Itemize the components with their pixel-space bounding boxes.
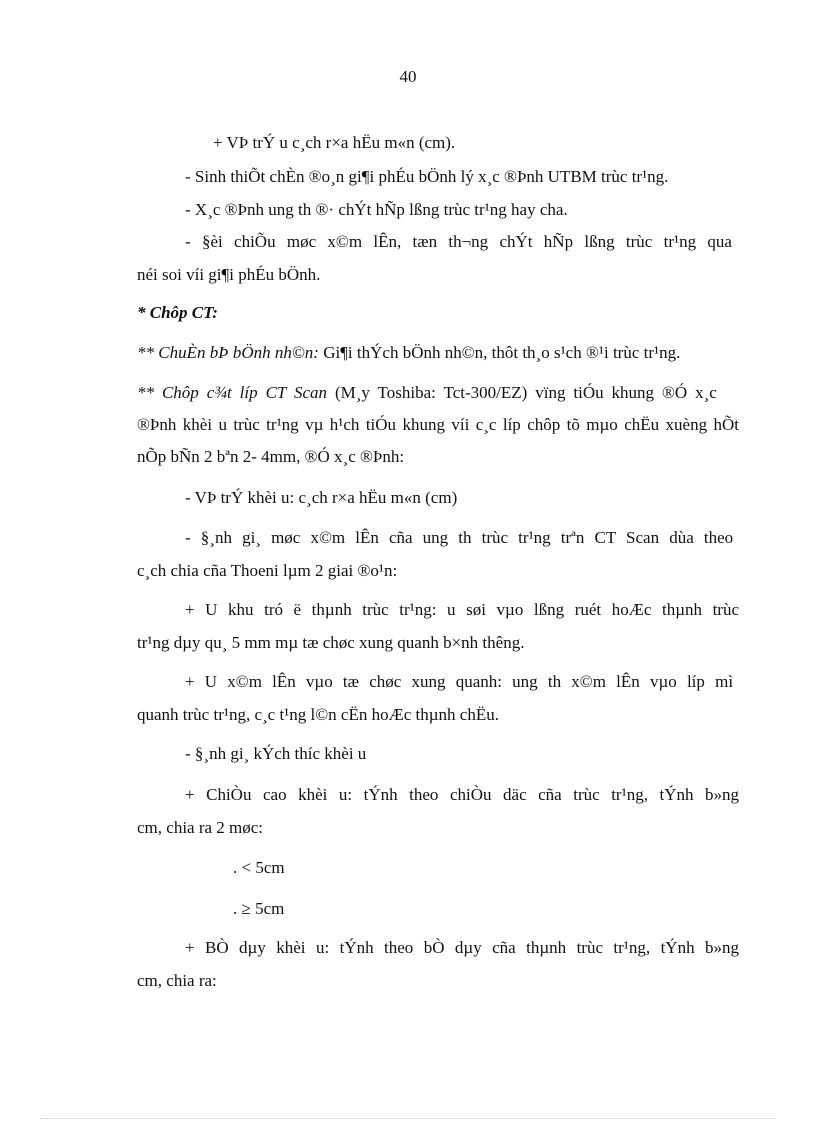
list-item: . < 5cm [233, 858, 285, 877]
text-line-rest: Gi¶i thÝch bÖnh nh©n, thôt th¸o s¹ch ®¹i trùc tr¹ng. [318, 343, 681, 362]
page-bottom-divider [40, 1118, 776, 1119]
text-line: - X¸c ®Þnh ung th ®· chÝt hÑp lßng trùc tr¹ng hay cha. [185, 200, 568, 219]
text-line: quanh trùc tr¹ng, c¸c t¹ng l©n cËn hoÆc thµnh chËu. [137, 705, 499, 724]
text-line: cm, chia ra: [137, 971, 217, 990]
text-line: + U x©m lÊn vµo tæ chøc xung quanh: ung th x©m lÊn vµo líp mì [185, 672, 734, 691]
text-line: nÕp bÑn 2 bªn 2- 4mm, ®Ó x¸c ®Þnh: [137, 447, 405, 466]
text-line [137, 342, 680, 364]
page-number: 40 [399, 67, 417, 86]
text-line: + BÒ dµy khèi u: tÝnh theo bÒ dµy cña thµnh trùc tr¹ng, tÝnh b»ng [185, 938, 739, 957]
text-line: tr¹ng dµy qu¸ 5 mm mµ tæ chøc xung quanh b×nh thêng. [137, 633, 525, 652]
list-item: . ≥ 5cm [233, 899, 285, 918]
text-line-rest: (M¸y Toshiba: Tct-300/EZ) vïng tiÓu khung ®Ó x¸c [327, 383, 717, 402]
text-line: + VÞ trÝ u c¸ch r×a hËu m«n (cm). [213, 133, 456, 152]
text-line: - Sinh thiÕt chÈn ®o¸n gi¶i phÉu bÖnh lý x¸c ®Þnh UTBM trùc tr¹ng. [185, 167, 669, 186]
text-line: + U khu tró ë thµnh trùc tr¹ng: u søi vµo lßng ruét hoÆc thµnh trùc [185, 600, 739, 619]
subheading: ** Chôp c¾t líp CT Scan [137, 383, 328, 402]
section-heading: * Chôp CT: [137, 303, 218, 322]
text-line: c¸ch chia cña Thoeni lµm 2 giai ®o¹n: [137, 561, 398, 580]
text-line: cm, chia ra 2 møc: [137, 818, 264, 837]
text-line: + ChiÒu cao khèi u: tÝnh theo chiÒu däc cña trùc tr¹ng, tÝnh b»ng [185, 785, 739, 804]
text-line: - §èi chiÕu møc x©m lÊn, tæn th¬ng chÝt hÑp lßng trùc tr¹ng qua [185, 232, 732, 251]
subheading: ** ChuÈn bÞ bÖnh nh©n: [137, 343, 319, 362]
text-line [137, 382, 739, 404]
text-line: - VÞ trÝ khèi u: c¸ch r×a hËu m«n (cm) [185, 488, 458, 507]
text-line: - §¸nh gi¸ møc x©m lÊn cña ung th trùc tr¹ng trªn CT Scan dùa theo [185, 528, 734, 547]
text-line: ®Þnh khèi u trùc tr¹ng vµ h¹ch tiÓu khung víi c¸c líp chôp tõ mµo chËu xuèng hÕt [137, 415, 739, 434]
text-line: néi soi víi gi¶i phÉu bÖnh. [137, 265, 321, 284]
text-line: - §¸nh gi¸ kÝch thíc khèi u [185, 744, 367, 763]
